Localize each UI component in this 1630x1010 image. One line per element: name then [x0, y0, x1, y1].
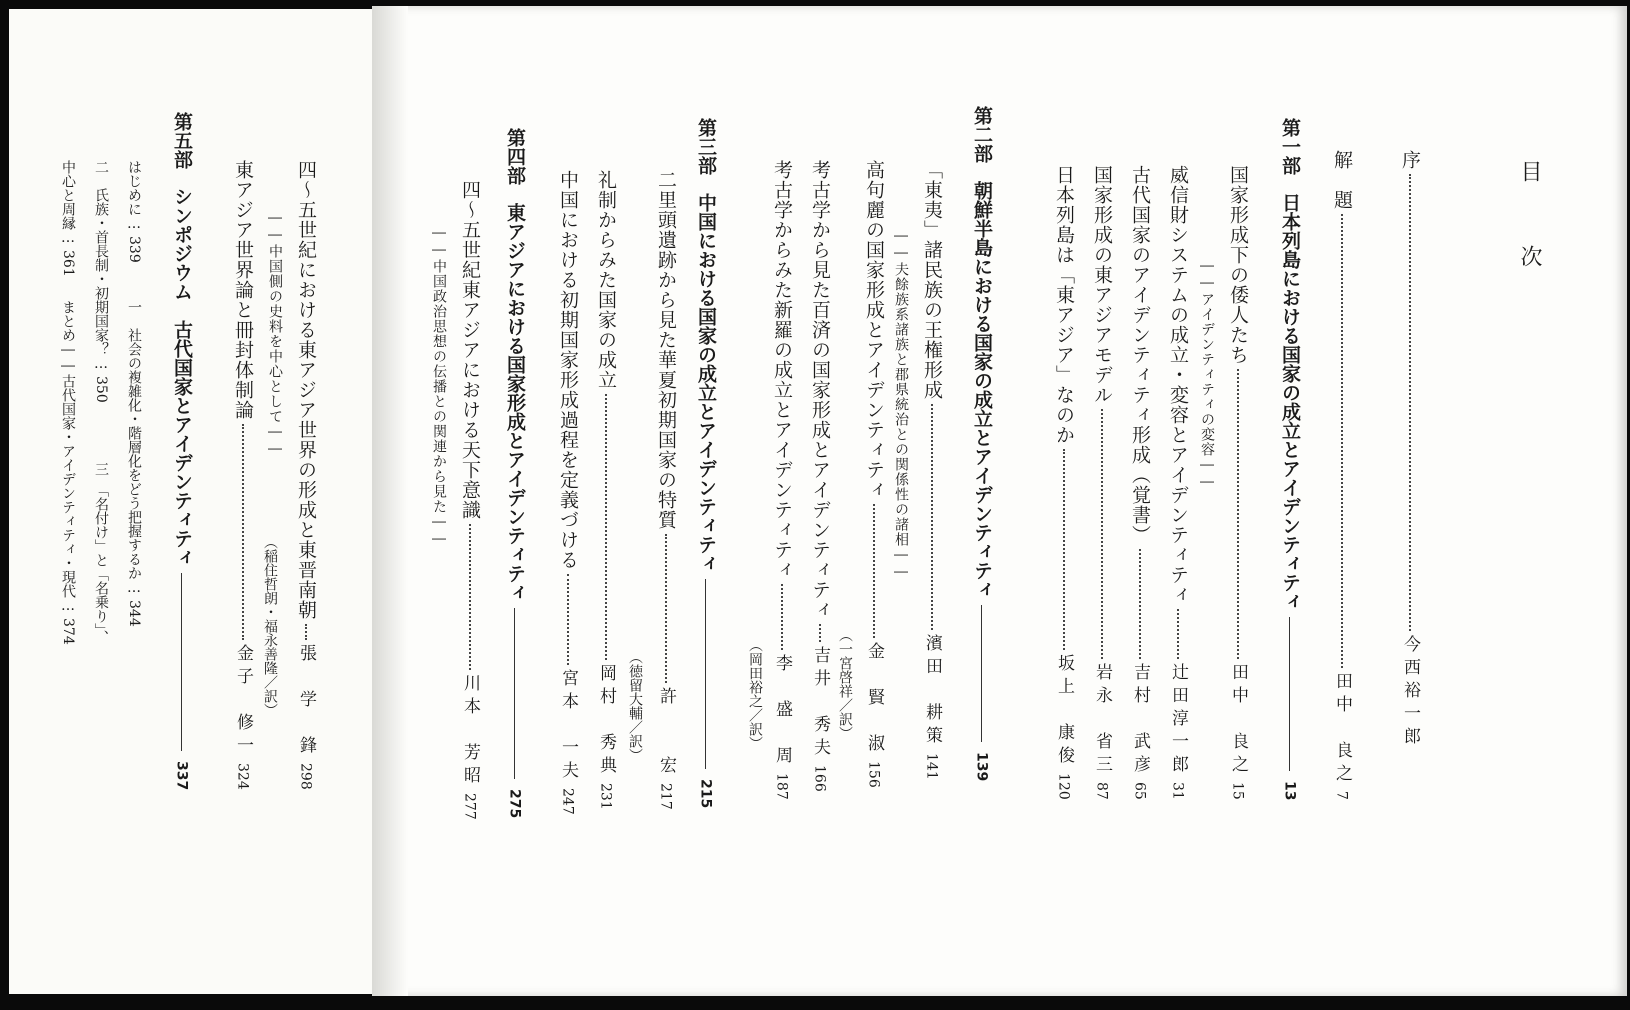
- entry-title: 考古学から見た百済の国家形成とアイデンティティ: [809, 160, 831, 620]
- page-number: 361: [60, 250, 76, 277]
- toc-entry-p1e4[interactable]: [1092, 165, 1111, 800]
- leader-dots: [605, 394, 607, 660]
- page-number: 217: [657, 783, 674, 810]
- entry-author: 坂上 康俊: [1054, 654, 1074, 770]
- page-number: 120: [1055, 773, 1072, 800]
- part-title: 朝鮮半島における国家の成立とアイデンティティ: [971, 181, 993, 599]
- symposium-title: はじめに: [126, 160, 142, 216]
- entry-author: 岩永 省三: [1092, 663, 1112, 779]
- translator: （岡田裕之／訳）: [747, 638, 763, 750]
- leader-dots: [1177, 609, 1179, 659]
- toc-entry-preface[interactable]: [1400, 150, 1419, 750]
- part-title: シンポジウム 古代国家とアイデンティティ: [171, 187, 193, 567]
- entry-title: 国家形成の東アジアモデル: [1091, 165, 1113, 405]
- leader-dots: [819, 624, 821, 642]
- toc-entry-p3e3[interactable]: [558, 170, 577, 815]
- part-rule: [1289, 617, 1290, 771]
- page-number: 187: [773, 773, 790, 800]
- toc-entry-p1e1[interactable]: [1228, 165, 1247, 800]
- page-number: 139: [973, 751, 990, 781]
- part-title: 日本列島における国家の成立とアイデンティティ: [1279, 193, 1301, 611]
- entry-title: 威信財システムの成立・変容とアイデンティティ: [1167, 165, 1189, 605]
- entry-title: 礼制からみた国家の成立: [595, 170, 617, 390]
- leader-dots: [469, 524, 471, 670]
- toc-entry-p4e3[interactable]: [233, 160, 252, 790]
- part-label: 第二部: [971, 106, 993, 163]
- entry-author: 田中 良之: [1332, 672, 1352, 788]
- toc-entry-p1e2[interactable]: [1168, 165, 1187, 800]
- leader-dots: [781, 584, 783, 650]
- symposium-title: まとめ――古代国家・アイデンティティ・現代: [60, 300, 76, 598]
- leader-dots: [1237, 369, 1239, 659]
- page-number: 350: [93, 376, 109, 403]
- page-number: 166: [811, 765, 828, 792]
- entry-author: 李 盛 周: [772, 654, 792, 770]
- part-title: 中国における国家の成立とアイデンティティ: [695, 193, 717, 573]
- part-title: 東アジアにおける国家形成とアイデンティティ: [504, 203, 526, 602]
- part-label: 第一部: [1279, 118, 1301, 175]
- entry-title: 四～五世紀東アジアにおける天下意識: [459, 180, 481, 520]
- toc-part-4[interactable]: [505, 128, 524, 818]
- toc-entry-p2e3[interactable]: [810, 160, 829, 792]
- symposium-hajime[interactable]: はじめに…339: [126, 160, 142, 263]
- toc-entry-p1e3[interactable]: [1130, 165, 1149, 800]
- leader-dots: [1063, 449, 1065, 650]
- leader-dots: [1409, 174, 1411, 631]
- toc-entry-p3e2[interactable]: [596, 170, 615, 810]
- toc-part-1[interactable]: [1280, 118, 1299, 800]
- toc-heading-ji: 次: [1517, 245, 1542, 271]
- entry-title: 東アジア世界論と冊封体制論: [232, 160, 254, 420]
- toc-entry-p2e1[interactable]: [922, 160, 941, 780]
- page-number: 141: [923, 753, 940, 780]
- symposium-section-3[interactable]: [94, 462, 108, 644]
- entry-title: 高句麗の国家形成とアイデンティティ: [863, 160, 885, 500]
- leader-dots: [1341, 214, 1343, 668]
- entry-title: 古代国家のアイデンティティ形成（覚書）: [1129, 165, 1151, 545]
- entry-subtitle: ――夫餘族系諸族と郡県統治との関係性の諸相――: [893, 228, 909, 581]
- page-number: 324: [234, 763, 251, 790]
- entry-author: 今西裕一郎: [1400, 635, 1420, 750]
- entry-title: 四～五世紀における東アジア世界の形成と東晋南朝: [295, 160, 317, 620]
- symposium-section-2[interactable]: 二 氏族・首長制・初期国家？…350: [93, 160, 109, 403]
- toc-entry-p4e2[interactable]: [296, 160, 315, 790]
- toc-entry-p2e2[interactable]: [864, 160, 883, 788]
- leader-dots: [1101, 409, 1103, 659]
- symposium-matome[interactable]: まとめ――古代国家・アイデンティティ・現代…374: [60, 300, 76, 645]
- page-number: 339: [126, 236, 142, 263]
- page-number: 31: [1169, 782, 1186, 800]
- toc-entry-p4e1[interactable]: [460, 180, 479, 820]
- page-number: 344: [126, 600, 142, 627]
- part-label: 第五部: [171, 112, 193, 169]
- entry-author: 岡村 秀典: [596, 664, 616, 780]
- page-number: 231: [597, 783, 614, 810]
- leader-dots: [242, 424, 244, 640]
- symposium-title: 二 氏族・首長制・初期国家？: [93, 160, 109, 356]
- entry-author: 田中 良之: [1228, 663, 1248, 779]
- page-number: 337: [173, 760, 190, 790]
- entry-title: 中国における初期国家形成過程を定義づける: [557, 170, 579, 570]
- page-number: 7: [1333, 791, 1350, 800]
- part-label: 第四部: [504, 128, 526, 185]
- entry-subtitle: ――アイデンティティの変容――: [1199, 258, 1215, 491]
- entry-subtitle: ――中国側の史料を中心として――: [267, 210, 283, 458]
- toc-entry-p3e1[interactable]: [656, 170, 675, 810]
- toc-entry-p1e5[interactable]: [1054, 165, 1073, 800]
- part-rule: [705, 579, 706, 769]
- toc-heading-moku: 目: [1517, 160, 1542, 186]
- translator: （稲住哲朗・福永善隆／訳）: [262, 535, 278, 717]
- entry-author: 辻田淳一郎: [1168, 663, 1188, 779]
- toc-part-2[interactable]: [972, 106, 991, 781]
- toc-entry-p2e4[interactable]: [772, 160, 791, 800]
- entry-title: 考古学からみた新羅の成立とアイデンティティ: [771, 160, 793, 580]
- entry-author: 張 学 鋒: [296, 644, 316, 760]
- symposium-title: 三 「名付け」と「名乗り」、: [93, 462, 109, 644]
- entry-title: 序: [1399, 150, 1421, 170]
- page-number: 156: [865, 761, 882, 788]
- entry-author: 川本 芳昭: [460, 674, 480, 790]
- page-number: 275: [506, 788, 523, 818]
- entry-author: 宮本 一夫: [558, 669, 578, 785]
- symposium-title: 一 社会の複雑化・階層化をどう把握するか: [126, 300, 142, 580]
- translator: （徳留大輔／訳）: [627, 650, 643, 762]
- toc-part-5[interactable]: [172, 112, 191, 790]
- page-number: 247: [559, 788, 576, 815]
- part-rule: [181, 573, 182, 751]
- symposium-section-1[interactable]: 一 社会の複雑化・階層化をどう把握するか…344: [126, 300, 142, 627]
- entry-author: 許 宏: [656, 687, 676, 780]
- entry-author: 吉井 秀夫: [810, 646, 830, 762]
- entry-author: 金 賢 淑: [864, 642, 884, 758]
- translator: （一宮啓祥／訳）: [837, 628, 853, 740]
- page-number: 87: [1093, 782, 1110, 800]
- page-number: 15: [1229, 782, 1246, 800]
- entry-title: 解 題: [1331, 150, 1353, 210]
- leader-dots: [665, 534, 667, 683]
- entry-title: 国家形成下の倭人たち: [1227, 165, 1249, 365]
- part-label: 第三部: [695, 118, 717, 175]
- leader-dots: [931, 404, 933, 630]
- entry-author: 吉村 武彦: [1130, 663, 1150, 779]
- entry-author: 濱田 耕策: [922, 634, 942, 750]
- entry-subtitle: ――中国政治思想の伝播との関連から見た――: [431, 225, 447, 548]
- page-number: 65: [1131, 782, 1148, 800]
- page-number: 277: [461, 793, 478, 820]
- entry-author: 金子 修一: [233, 644, 253, 760]
- book-gutter: [372, 6, 408, 996]
- page-number: 13: [1281, 780, 1298, 800]
- toc-entry-kaidai[interactable]: [1332, 150, 1351, 800]
- leader-dots: [305, 624, 307, 640]
- symposium-title: 中心と周縁: [60, 160, 76, 230]
- page-number: 298: [297, 763, 314, 790]
- part-rule: [514, 608, 515, 779]
- part-rule: [981, 605, 982, 742]
- leader-dots: [1139, 549, 1141, 659]
- leader-dots: [873, 504, 875, 638]
- entry-title: 二里頭遺跡から見た華夏初期国家の特質: [655, 170, 677, 530]
- toc-part-3[interactable]: [696, 118, 715, 808]
- page-number: 374: [60, 618, 76, 645]
- entry-title: 日本列島は「東アジア」なのか: [1053, 165, 1075, 445]
- entry-title: 「東夷」諸民族の王権形成: [921, 160, 943, 400]
- symposium-section-3-cont[interactable]: 中心と周縁…361: [60, 160, 76, 277]
- page-number: 215: [697, 778, 714, 808]
- leader-dots: [567, 574, 569, 665]
